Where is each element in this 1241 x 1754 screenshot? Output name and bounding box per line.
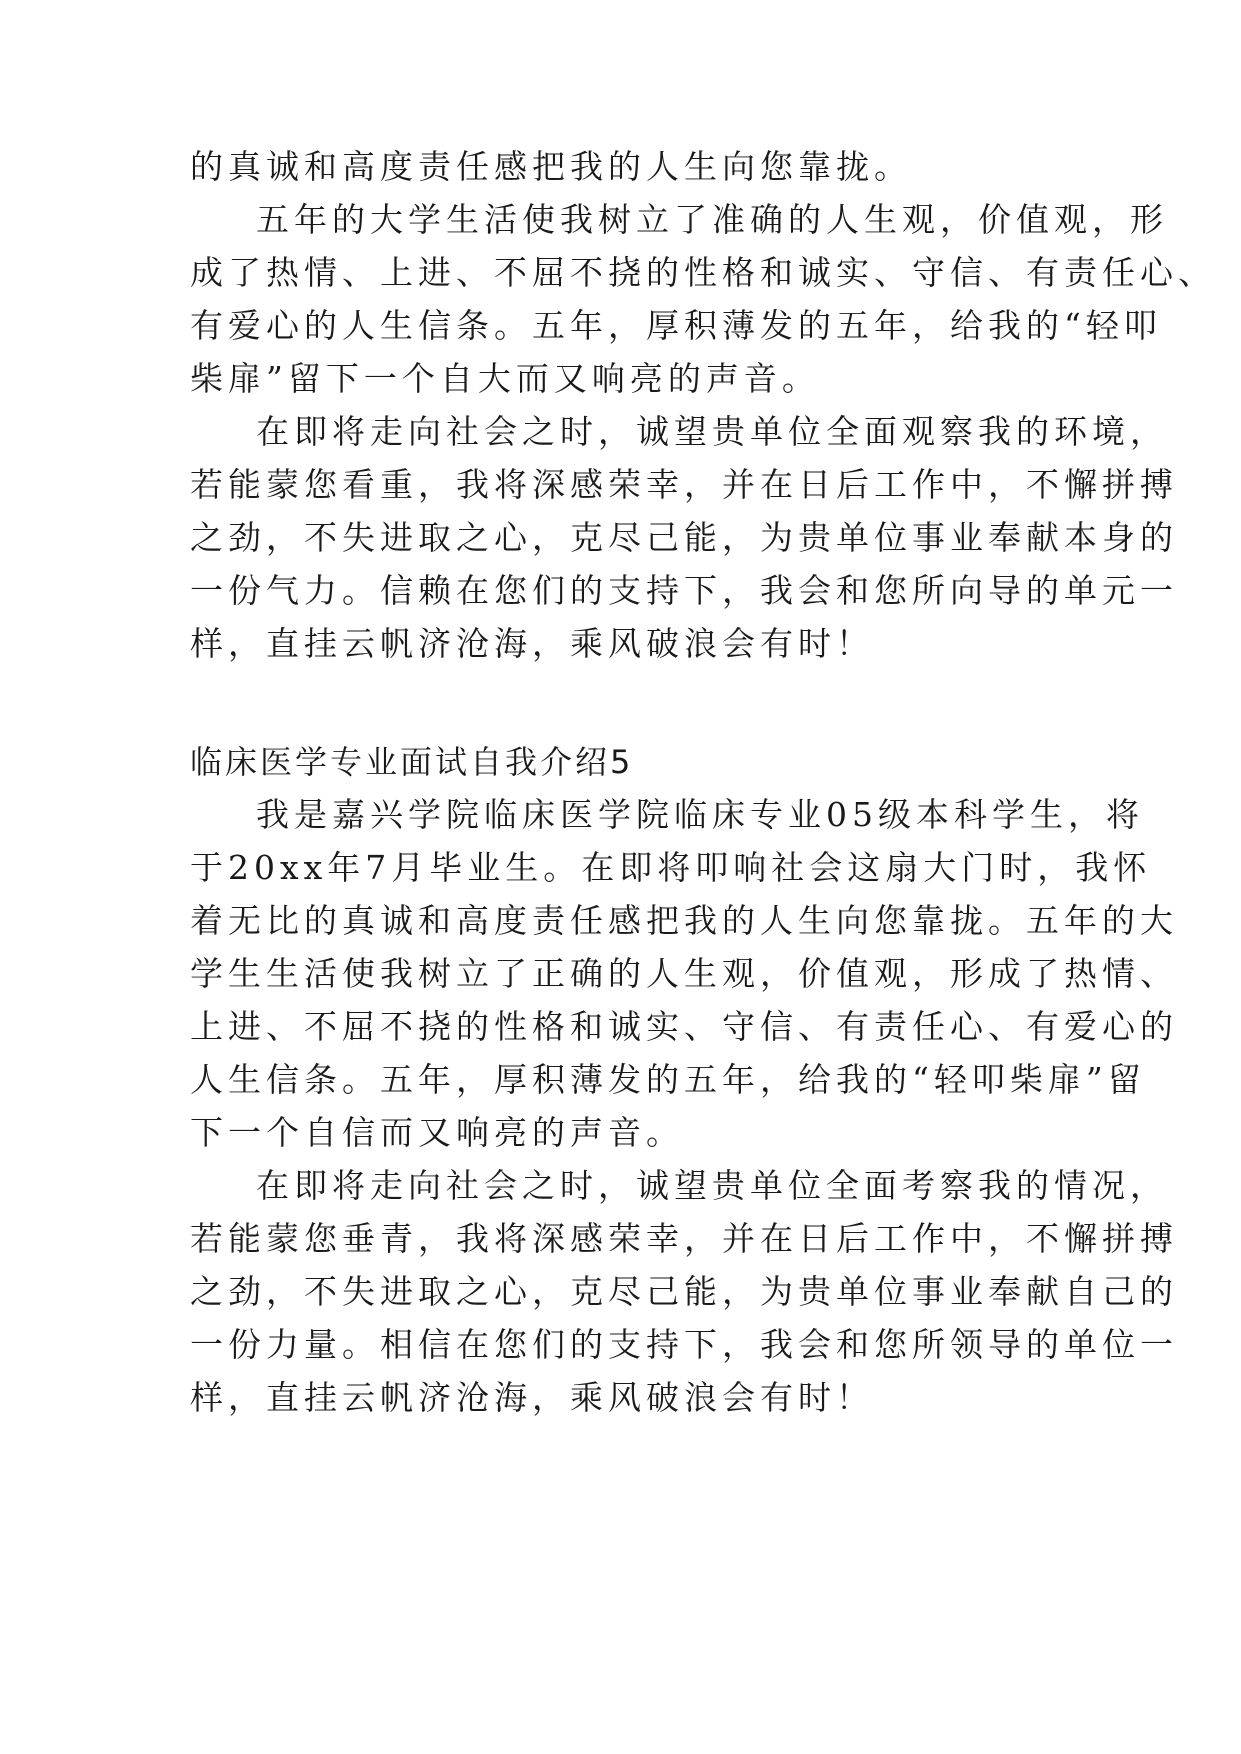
paragraph-line: 五年的大学生活使我树立了准确的人生观，价值观，形 [256,200,1168,239]
paragraph-line: 有爱心的人生信条。五年，厚积薄发的五年，给我的“轻叩 [190,306,1162,345]
paragraph-line: 我是嘉兴学院临床医学院临床专业05级本科学生，将 [256,795,1144,834]
paragraph-line: 之劲，不失进取之心，克尽己能，为贵单位事业奉献自己的 [190,1272,1178,1311]
paragraph-line: 于20xx年7月毕业生。在即将叩响社会这扇大门时，我怀 [190,848,1152,887]
paragraph-line: 学生生活使我树立了正确的人生观，价值观，形成了热情、 [190,954,1178,993]
paragraph-line: 成了热情、上进、不屈不挠的性格和诚实、守信、有责任心、 [190,253,1216,292]
paragraph-line: 若能蒙您垂青，我将深感荣幸，并在日后工作中，不懈拼搏 [190,1219,1178,1258]
paragraph-line: 的真诚和高度责任感把我的人生向您靠拢。 [190,147,912,186]
paragraph-line: 一份力量。相信在您们的支持下，我会和您所领导的单位一 [190,1325,1178,1364]
paragraph-line: 若能蒙您看重，我将深感荣幸，并在日后工作中，不懈拼搏 [190,465,1178,504]
paragraph-line: 样，直挂云帆济沧海，乘风破浪会有时！ [190,1378,874,1417]
paragraph-line: 下一个自信而又响亮的声音。 [190,1113,684,1152]
paragraph-line: 着无比的真诚和高度责任感把我的人生向您靠拢。五年的大 [190,901,1178,940]
paragraph-line: 一份气力。信赖在您们的支持下，我会和您所向导的单元一 [190,571,1178,610]
paragraph-line: 之劲，不失进取之心，克尽己能，为贵单位事业奉献本身的 [190,518,1178,557]
paragraph-line: 在即将走向社会之时，诚望贵单位全面考察我的情况， [256,1166,1168,1205]
paragraph-line: 柴扉”留下一个自大而又响亮的声音。 [190,359,820,398]
paragraph-line: 人生信条。五年，厚积薄发的五年，给我的“轻叩柴扉”留 [190,1060,1146,1099]
paragraph-line: 样，直挂云帆济沧海，乘风破浪会有时！ [190,624,874,663]
section-heading: 临床医学专业面试自我介绍5 [190,743,634,781]
paragraph-line: 在即将走向社会之时，诚望贵单位全面观察我的环境， [256,412,1168,451]
paragraph-line: 上进、不屈不挠的性格和诚实、守信、有责任心、有爱心的 [190,1007,1178,1046]
